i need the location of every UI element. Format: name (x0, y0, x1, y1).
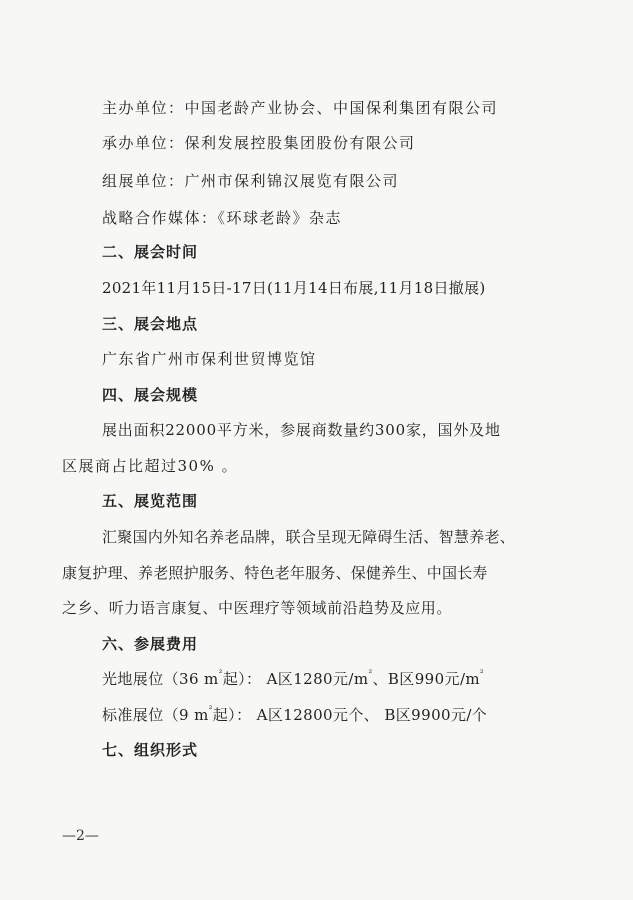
section-heading-scale: 四、展会规模 (102, 386, 199, 404)
raw-space-label-end: 起）： (222, 670, 262, 688)
raw-space-label: 光地展位（36 m (102, 670, 219, 688)
scope-text-line-2: 康复护理、养老照护服务、特色老年服务、保健养生、中国长寿 (62, 564, 488, 582)
superscript-2: ² (480, 669, 485, 679)
standard-booth-label: 标准展位（9 m (102, 706, 209, 724)
superscript-2: ² (368, 669, 373, 679)
undertaker-line: 承办单位：保利发展控股集团股份有限公司 (102, 134, 416, 152)
scope-text-line-1: 汇聚国内外知名养老品牌，联合呈现无障碍生活、智慧养老、 (102, 528, 516, 546)
standard-booth-prices: A区12800元个、 B区9900元/个 (256, 706, 488, 724)
exhibition-org-line: 组展单位：广州市保利锦汉展览有限公司 (102, 172, 400, 190)
media-partner-line: 战略合作媒体：《环球老龄》杂志 (102, 209, 343, 227)
raw-space-fee-line (0, 669, 633, 689)
superscript-2: ² (218, 669, 223, 679)
superscript-2: ² (208, 705, 213, 715)
time-text: 2021年11月15日-17日(11月14日布展,11月18日撤展) (102, 279, 486, 297)
section-heading-form: 七、组织形式 (102, 741, 199, 759)
raw-space-price-a: A区1280元/m (266, 670, 369, 688)
scale-text-line-2: 区展商占比超过30% 。 (62, 457, 239, 475)
scope-text-line-3: 之乡、听力语言康复、中医理疗等领域前沿趋势及应用。 (62, 599, 453, 617)
host-line: 主办单位：中国老龄产业协会、中国保利集团有限公司 (102, 99, 499, 117)
standard-booth-label-end: 起）： (212, 706, 252, 724)
scale-text-line-1: 展出面积22000平方米，参展商数量约300家，国外及地 (102, 421, 501, 439)
venue-text: 广东省广州市保利世贸博览馆 (102, 350, 317, 368)
section-heading-fee: 六、参展费用 (102, 635, 199, 653)
section-heading-venue: 三、展会地点 (102, 315, 199, 333)
section-heading-time: 二、展会时间 (102, 243, 199, 261)
section-heading-scope: 五、展览范围 (102, 492, 199, 510)
raw-space-price-b: 、B区990元/m (372, 670, 481, 688)
page-number: —2— (62, 828, 99, 844)
standard-booth-fee-line (0, 705, 633, 725)
